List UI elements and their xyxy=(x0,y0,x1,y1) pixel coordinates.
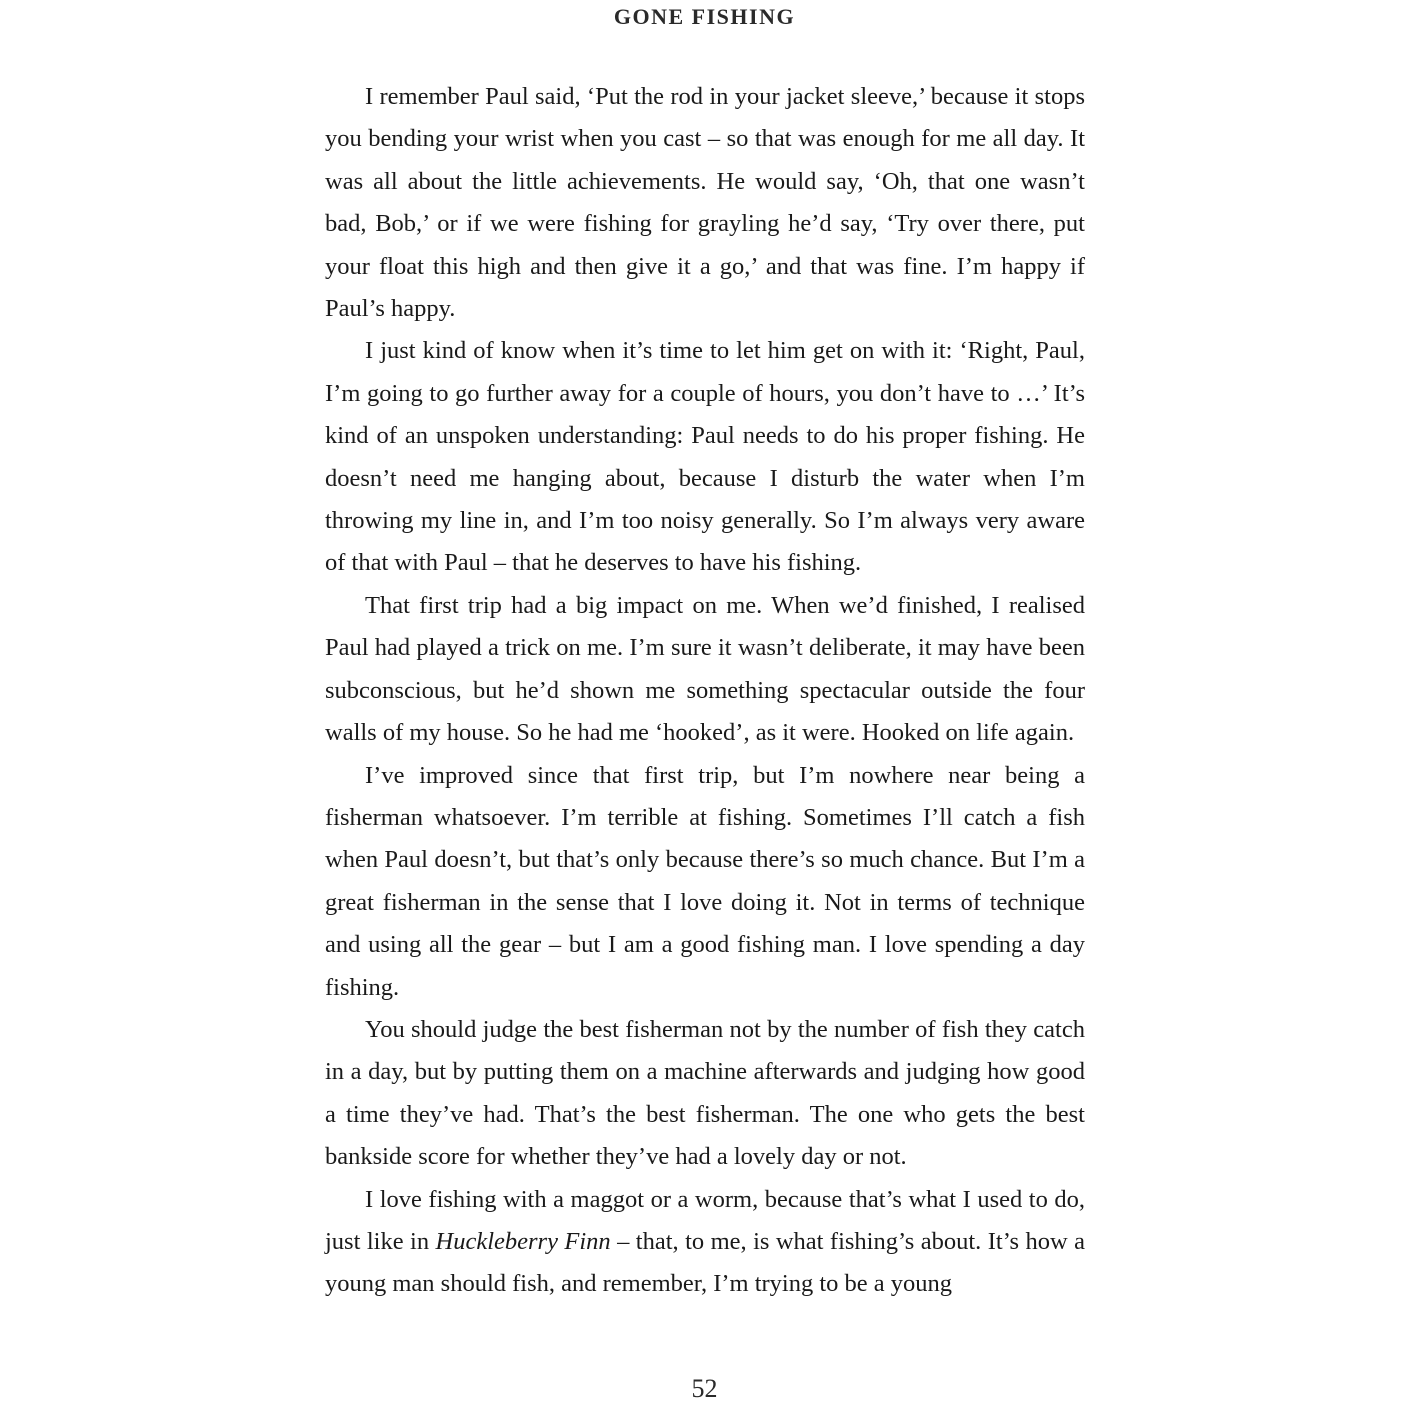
paragraph: I’ve improved since that first trip, but I’m nowhere near being a fisherman whatsoever. I’m terrible at fishing. Sometimes I’ll catch a fish when Paul doesn’t, but that’s only because there’s so much chance. But I’m a great fisherman in the sense that I love doing it. Not in terms of technique and using all the gear – but I am a good fishing man. I love spending a day fishing. xyxy=(325,761,1085,1001)
book-title-italic: Huckleberry Finn xyxy=(435,1227,611,1255)
paragraph xyxy=(325,1179,1085,1306)
paragraph-text: I love fishing with a maggot or a worm, because that’s what I used to do, just like in xyxy=(325,1185,1085,1255)
paragraph: I just kind of know when it’s time to let him get on with it: ‘Right, Paul, I’m going to go further away for a couple of hours, you don’t have to …’ It’s kind of an unspoken understanding: Paul needs to do his proper fishing. He doesn’t need me hanging about, because I disturb the water when I’m throwing my line in, and I’m too noisy generally. So I’m always very aware of that with Paul – that he deserves to have his fishing. xyxy=(325,337,1085,577)
paragraph: That first trip had a big impact on me. When we’d finished, I realised Paul had played a trick on me. I’m sure it wasn’t deliberate, it may have been subconscious, but he’d shown me something spectacular outside the four walls of my house. So he had me ‘hooked’, as it were. Hooked on life again. xyxy=(325,591,1085,747)
page-number: 52 xyxy=(691,1374,718,1403)
paragraph-text: – that, to me, is what fishing’s about. It’s how a young man should fish, and remember, I’m trying to be a young xyxy=(325,1227,1085,1298)
paragraph: I remember Paul said, ‘Put the rod in your jacket sleeve,’ because it stops you bending your wrist when you cast – so that was enough for me all day. It was all about the little achievements. He would say, ‘Oh, that one wasn’t bad, Bob,’ or if we were fishing for grayling he’d say, ‘Try over there, put your float this high and then give it a go,’ and that was fine. I’m happy if Paul’s happy. xyxy=(325,83,1085,323)
running-head: GONE FISHING xyxy=(613,4,796,29)
paragraph: You should judge the best fisherman not by the number of fish they catch in a day, but by putting them on a machine afterwards and judging how good a time they’ve had. That’s the best fisherman. The one who gets the best bankside score for whether they’ve had a lovely day or not. xyxy=(325,1015,1085,1171)
body-text xyxy=(325,76,1085,1306)
